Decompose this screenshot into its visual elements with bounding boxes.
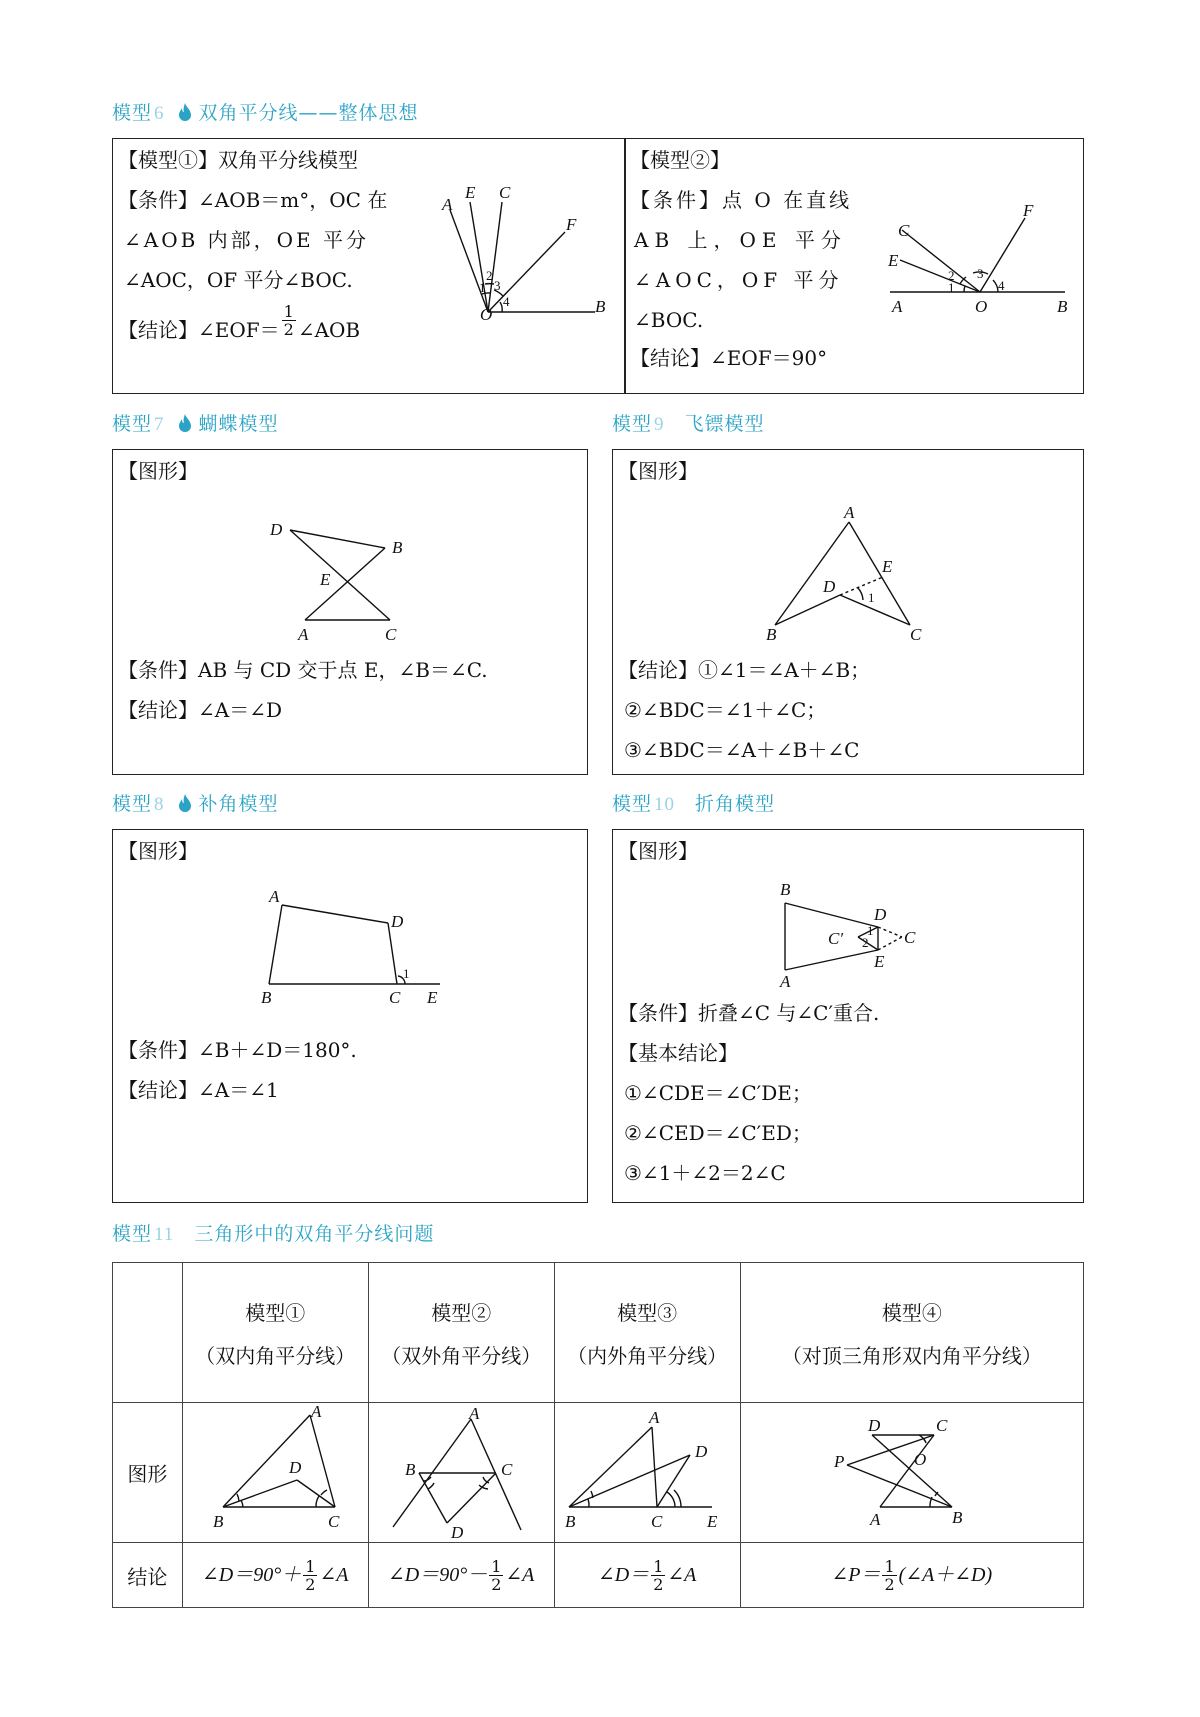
fig9-label-b: B xyxy=(766,625,777,644)
model-11-conclusion-4: ∠P＝ $\frac{1}{2}$ (∠A＋∠D) xyxy=(740,1543,1083,1608)
model-8-heading: 模型 8 补角模型 xyxy=(112,793,279,815)
model-11-conclusion-1: ∠D＝90°＋ $\frac{1}{2}$ ∠A xyxy=(182,1543,368,1608)
svg-text:E: E xyxy=(707,1512,718,1531)
svg-text:A: A xyxy=(649,1408,660,1427)
fig6a-label-o: O xyxy=(480,305,493,324)
svg-text:B: B xyxy=(951,1508,963,1527)
fig6b-label-b: B xyxy=(1057,297,1068,316)
model-6-heading: 模型 6 双角平分线——整体思想 xyxy=(112,102,419,124)
model-6-left-cond-3: ∠AOC，OF 平分∠BOC. xyxy=(124,268,353,292)
svg-text:C: C xyxy=(328,1512,340,1531)
model-11-col-1-header: 模型① （双内角平分线） xyxy=(182,1263,368,1403)
svg-text:B: B xyxy=(213,1512,224,1531)
svg-text:B: B xyxy=(565,1512,576,1531)
model-9-figure-label: 【图形】 xyxy=(618,459,698,483)
model-11-figure-3 xyxy=(557,1405,737,1540)
fig6a-label-e: E xyxy=(465,183,476,202)
model-6-right-cond-2: AB 上，OE 平分 xyxy=(634,228,847,252)
model-11-conclusion-3: ∠D＝ $\frac{1}{2}$ ∠A xyxy=(554,1543,740,1608)
model-11-col-3-header: 模型③ （内外角平分线） xyxy=(554,1263,740,1403)
model-11-figure-2 xyxy=(371,1405,551,1540)
svg-text:B: B xyxy=(405,1460,416,1479)
model-10-conclusion-2: ②∠CED＝∠C′ED； xyxy=(624,1121,812,1145)
fig8-label-b: B xyxy=(261,988,272,1007)
svg-text:3: 3 xyxy=(494,278,501,293)
fig9-label-d: D xyxy=(823,577,836,596)
model-10-figure xyxy=(770,875,930,995)
fig10-label-e: E xyxy=(874,952,885,971)
model-11-conclusion-2: ∠D＝90°－ $\frac{1}{2}$ ∠A xyxy=(368,1543,554,1608)
model-6-right-cond-4: ∠BOC. xyxy=(634,308,704,332)
svg-text:A: A xyxy=(869,1510,881,1529)
fig10-label-cprime: C′ xyxy=(828,929,844,948)
svg-text:1: 1 xyxy=(403,966,410,981)
model-11-figure-4-cell xyxy=(740,1403,1083,1543)
fig7-label-b: B xyxy=(392,538,403,557)
model-10-condition: 【条件】折叠∠C 与∠C′重合. xyxy=(618,1001,880,1025)
flame-icon xyxy=(177,413,193,433)
svg-text:D: D xyxy=(289,1458,302,1477)
flame-icon xyxy=(177,793,193,813)
model-11-figure-2-cell xyxy=(368,1403,554,1543)
model-11-figure-1 xyxy=(185,1402,365,1540)
model-6-right-cond-1: 【条件】点 O 在直线 xyxy=(630,188,853,212)
model-11-col-2-header: 模型② （双外角平分线） xyxy=(368,1263,554,1403)
model-11-figure-row-label: 图形 xyxy=(113,1403,183,1543)
model-9-conclusion-3: ③∠BDC＝∠A＋∠B＋∠C xyxy=(624,738,860,762)
svg-text:1: 1 xyxy=(868,590,875,605)
model-6-right-cond-3: ∠AOC，OF 平分 xyxy=(634,268,844,292)
fig7-label-a: A xyxy=(298,625,309,644)
model-9-figure xyxy=(760,500,930,650)
model-7-figure xyxy=(260,515,420,645)
model-6-left-title: 【模型①】双角平分线模型 xyxy=(118,148,358,172)
fig9-label-a: A xyxy=(844,503,855,522)
model-7-heading: 模型 7 蝴蝶模型 xyxy=(112,413,279,435)
fig10-label-a: A xyxy=(780,972,791,991)
model-11-figure-row xyxy=(113,1403,1084,1543)
svg-text:1: 1 xyxy=(479,280,486,295)
model-11-col-4-header: 模型④ （对顶三角形双内角平分线） xyxy=(740,1263,1083,1403)
model-11-corner-cell xyxy=(113,1263,183,1403)
model-11-figure-4 xyxy=(812,1405,1012,1540)
model-7-figure-label: 【图形】 xyxy=(118,459,198,483)
svg-text:1: 1 xyxy=(948,280,955,295)
model-6-right-title: 【模型②】 xyxy=(630,148,730,172)
model-8-conclusion: 【结论】∠A＝∠1 xyxy=(118,1078,279,1102)
model-6-divider xyxy=(624,138,626,394)
model-6-left-cond-1: 【条件】∠AOB＝m°，OC 在 xyxy=(118,188,388,212)
svg-text:P: P xyxy=(833,1452,845,1471)
svg-text:4: 4 xyxy=(998,278,1005,293)
model-9-conclusion-2: ②∠BDC＝∠1＋∠C； xyxy=(624,698,827,722)
svg-text:C: C xyxy=(501,1460,513,1479)
model-8-figure xyxy=(255,885,455,1015)
model-10-figure-label: 【图形】 xyxy=(618,839,698,863)
fig7-label-c: C xyxy=(385,625,397,644)
fig7-label-d: D xyxy=(270,520,283,539)
fig6a-label-b: B xyxy=(595,297,606,316)
svg-text:C: C xyxy=(651,1512,663,1531)
model-10-heading: 模型 10 折角模型 xyxy=(612,793,776,815)
fig6b-label-c: C xyxy=(898,221,910,240)
model-10-conclusion-1: ①∠CDE＝∠C′DE； xyxy=(624,1081,812,1105)
fig6b-label-f: F xyxy=(1023,201,1034,220)
model-9-heading: 模型 9 飞镖模型 xyxy=(612,413,765,435)
svg-text:D: D xyxy=(695,1442,708,1461)
model-10-basic-label: 【基本结论】 xyxy=(618,1041,738,1065)
model-11-conclusion-row xyxy=(113,1543,1084,1608)
fig8-label-a: A xyxy=(269,887,280,906)
svg-text:A: A xyxy=(311,1402,322,1421)
fig6a-label-f: F xyxy=(566,215,577,234)
model-11-header-row xyxy=(113,1263,1084,1403)
fig6a-label-c: C xyxy=(499,183,511,202)
fig10-label-c: C xyxy=(904,928,916,947)
model-6-left-conclusion: 【结论】∠EOF＝ $\frac{1}{2}$ ∠AOB xyxy=(118,302,361,342)
model-6-right-conclusion: 【结论】∠EOF＝90° xyxy=(630,346,828,370)
model-6-right-figure xyxy=(880,200,1080,320)
svg-text:3: 3 xyxy=(977,266,984,281)
svg-text:D: D xyxy=(451,1523,464,1542)
model-6-left-figure xyxy=(430,180,620,330)
fig10-label-d: D xyxy=(874,905,887,924)
fig7-label-e: E xyxy=(320,570,331,589)
svg-text:4: 4 xyxy=(503,294,510,309)
svg-text:2: 2 xyxy=(862,935,869,950)
fig6a-label-a: A xyxy=(442,195,453,214)
fig8-label-c: C xyxy=(389,988,401,1007)
model-10-conclusion-3: ③∠1＋∠2＝2∠C xyxy=(624,1161,786,1185)
model-11-figure-1-cell xyxy=(182,1403,368,1543)
fig8-label-e: E xyxy=(427,988,438,1007)
fig8-label-d: D xyxy=(391,912,404,931)
model-7-condition: 【条件】AB 与 CD 交于点 E，∠B＝∠C. xyxy=(118,658,488,682)
fig6b-label-e: E xyxy=(888,251,899,270)
svg-text:A: A xyxy=(469,1404,480,1423)
model-11-heading: 模型 11 三角形中的双角平分线问题 xyxy=(112,1223,435,1245)
model-6-left-cond-2: ∠AOB 内部，OE 平分 xyxy=(124,228,370,252)
fig6b-label-a: A xyxy=(892,297,903,316)
flame-icon xyxy=(177,102,193,122)
model-8-condition: 【条件】∠B＋∠D＝180°. xyxy=(118,1038,357,1062)
svg-text:2: 2 xyxy=(486,268,493,283)
model-7-conclusion: 【结论】∠A＝∠D xyxy=(118,698,282,722)
model-11-figure-3-cell xyxy=(554,1403,740,1543)
fig10-label-b: B xyxy=(780,880,791,899)
fig9-label-e: E xyxy=(882,557,893,576)
svg-text:D: D xyxy=(867,1416,881,1435)
fig9-label-c: C xyxy=(910,625,922,644)
model-9-conclusion-1: 【结论】①∠1＝∠A＋∠B； xyxy=(618,658,871,682)
svg-text:O: O xyxy=(913,1450,927,1469)
model-8-figure-label: 【图形】 xyxy=(118,839,198,863)
svg-text:2: 2 xyxy=(948,268,955,283)
svg-text:C: C xyxy=(935,1416,948,1435)
model-11-conclusion-row-label: 结论 xyxy=(113,1543,183,1608)
model-11-table xyxy=(112,1262,1084,1608)
svg-text:1: 1 xyxy=(867,923,874,938)
fig6b-label-o: O xyxy=(975,297,988,316)
